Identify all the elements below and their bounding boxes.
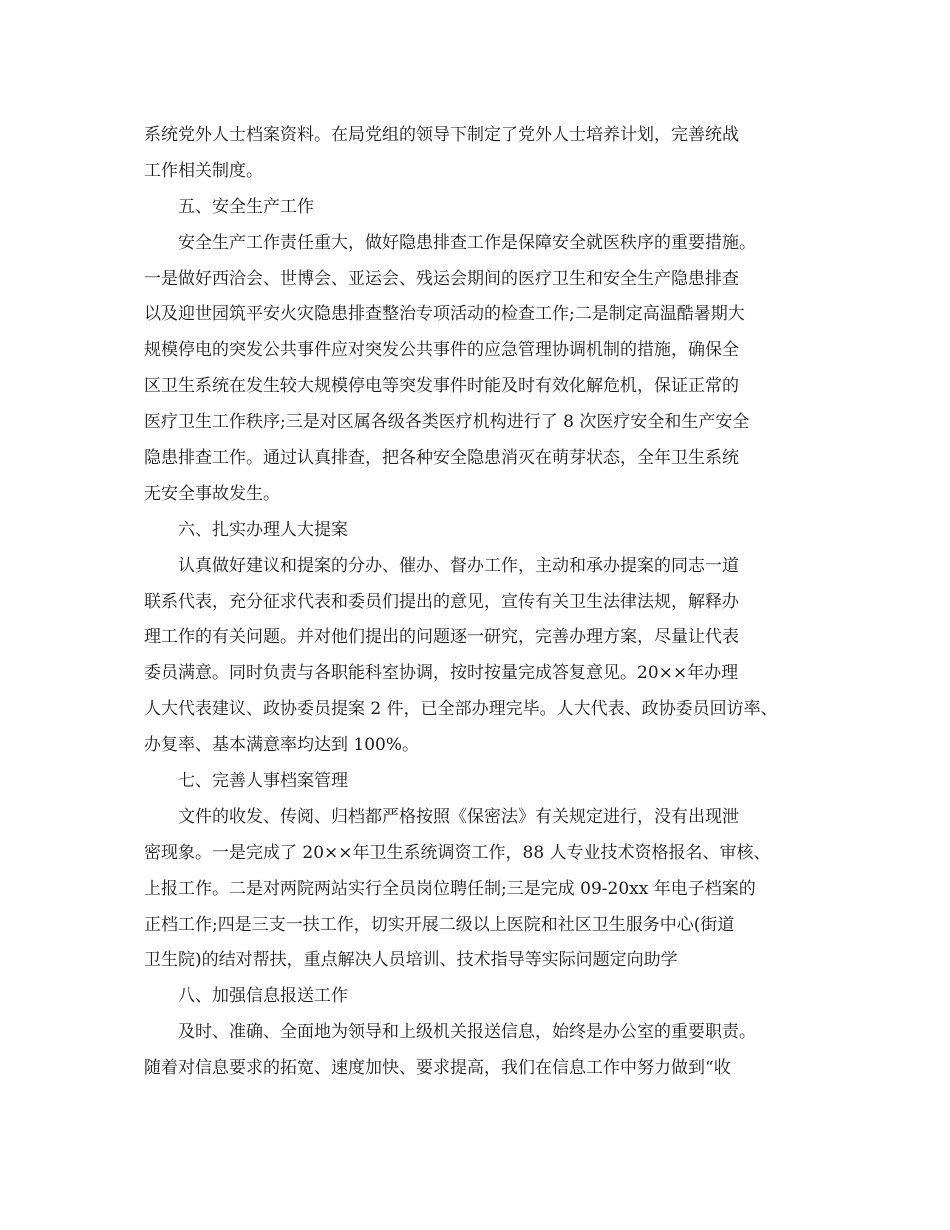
text-line: 密现象。一是完成了 20××年卫生系统调资工作，88 人专业技术资格报名、审核、 <box>144 842 771 863</box>
text-line: 及时、准确、全面地为领导和上级机关报送信息，始终是办公室的重要职责。 <box>178 1022 756 1043</box>
text-line: 文件的收发、传阅、归档都严格按照《保密法》有关规定进行，没有出现泄 <box>178 806 739 827</box>
text-line: 上报工作。二是对两院两站实行全员岗位聘任制;三是完成 09-20xx 年电子档案的 <box>144 878 756 899</box>
text-line: 正档工作;四是三支一扶工作，切实开展二级以上医院和社区卫生服务中心(街道 <box>144 914 735 935</box>
text-line: 无安全事故发生。 <box>144 483 280 504</box>
section-heading: 七、完善人事档案管理 <box>178 771 348 792</box>
section-heading: 六、扎实办理人大提案 <box>178 519 348 540</box>
text-line: 以及迎世园筑平安火灾隐患排查整治专项活动的检查工作;二是制定高温酷暑期大 <box>144 304 745 325</box>
text-line: 联系代表，充分征求代表和委员们提出的意见，宣传有关卫生法律法规，解释办 <box>144 591 739 612</box>
text-line: 人大代表建议、政协委员提案 2 件，已全部办理完毕。人大代表、政协委员回访率、 <box>144 699 778 720</box>
text-line: 规模停电的突发公共事件应对突发公共事件的应急管理协调机制的措施，确保全 <box>144 340 739 361</box>
text-line: 随着对信息要求的拓宽、速度加快、要求提高，我们在信息工作中努力做到“收 <box>144 1058 731 1079</box>
text-line: 区卫生系统在发生较大规模停电等突发事件时能及时有效化解危机，保证正常的 <box>144 376 739 397</box>
text-line: 工作相关制度。 <box>144 160 263 181</box>
text-line: 隐患排查工作。通过认真排查，把各种安全隐患消灭在萌芽状态，全年卫生系统 <box>144 448 739 469</box>
section-heading: 五、安全生产工作 <box>178 196 314 217</box>
text-line: 安全生产工作责任重大，做好隐患排查工作是保障安全就医秩序的重要措施。 <box>178 232 756 253</box>
text-line: 系统党外人士档案资料。在局党组的领导下制定了党外人士培养计划，完善统战 <box>144 125 739 145</box>
text-line: 认真做好建议和提案的分办、催办、督办工作，主动和承办提案的同志一道 <box>178 555 739 576</box>
text-line: 理工作的有关问题。并对他们提出的问题逐一研究，完善办理方案，尽量让代表 <box>144 627 739 648</box>
document-body <box>144 118 844 1087</box>
text-line: 医疗卫生工作秩序;三是对区属各级各类医疗机构进行了 8 次医疗安全和生产安全 <box>144 412 750 433</box>
text-line: 办复率、基本满意率均达到 100%。 <box>144 735 420 756</box>
text-line: 一是做好西洽会、世博会、亚运会、残运会期间的医疗卫生和安全生产隐患排查 <box>144 268 739 289</box>
section-heading: 八、加强信息报送工作 <box>178 986 348 1007</box>
text-line: 委员满意。同时负责与各职能科室协调，按时按量完成答复意见。20××年办理 <box>144 663 739 684</box>
text-line: 卫生院)的结对帮扶，重点解决人员培训、技术指导等实际问题定向助学 <box>144 950 678 971</box>
